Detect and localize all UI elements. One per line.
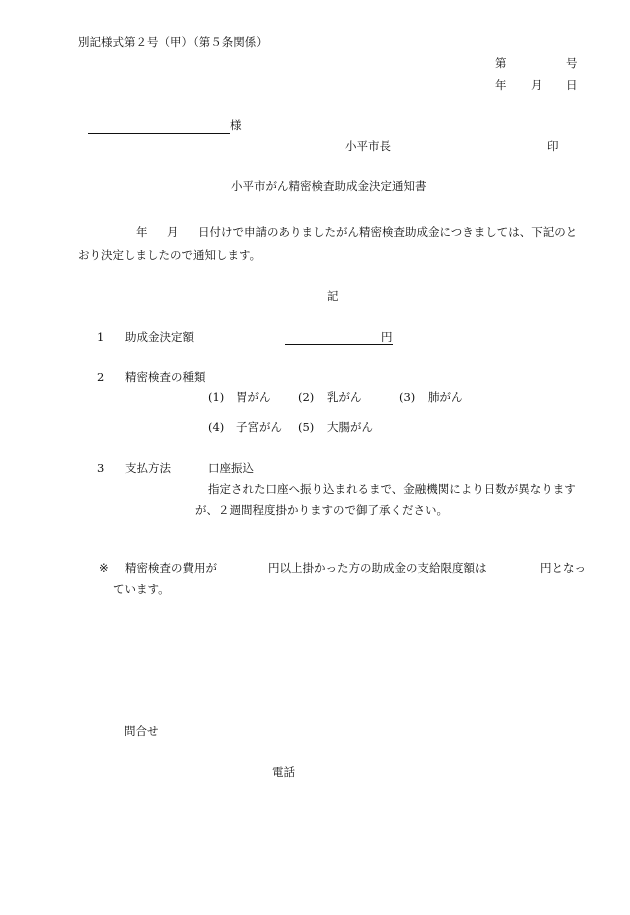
exam-type-name: 胃がん	[236, 390, 271, 404]
exam-type-number: (3)	[399, 390, 416, 404]
exam-type-name: 大腸がん	[327, 420, 373, 434]
addressee-blank	[88, 133, 230, 134]
payment-method: 口座振込	[208, 461, 254, 475]
body-month: 月	[167, 225, 179, 239]
document-title: 小平市がん精密検査助成金決定通知書	[231, 179, 427, 193]
item3-label: 支払方法	[125, 461, 171, 475]
exam-type-number: (1)	[208, 390, 225, 404]
exam-type-name: 子宮がん	[236, 420, 282, 434]
date-day: 日	[566, 78, 578, 92]
exam-type-number: (2)	[298, 390, 315, 404]
seal-mark: 印	[547, 139, 559, 153]
payment-note-line2: が、２週間程度掛かりますので御了承ください。	[195, 503, 448, 517]
payment-note-line1: 指定された口座へ振り込まれるまで、金融機関により日数が異なります	[208, 482, 576, 496]
addressee-suffix: 様	[230, 118, 242, 132]
form-label: 別記様式第２号（甲）（第５条関係）	[78, 35, 268, 49]
ki-heading: 記	[327, 289, 339, 303]
note-mark: ※	[99, 561, 109, 575]
body-line2: おり決定しましたので通知します。	[78, 248, 262, 262]
exam-type-number: (5)	[298, 420, 315, 434]
doc-number-suffix: 号	[566, 56, 578, 70]
item3-number: 3	[97, 461, 105, 475]
item1-number: 1	[97, 330, 105, 344]
item2-label: 精密検査の種類	[125, 370, 206, 384]
amount-blank	[285, 344, 393, 345]
doc-number-prefix: 第	[495, 56, 507, 70]
note-part1: 精密検査の費用が	[125, 561, 217, 575]
note-line2: ています。	[113, 582, 170, 596]
item1-unit: 円	[381, 330, 393, 344]
date-year: 年	[495, 78, 507, 92]
body-line1: 日付けで申請のありましたがん精密検査助成金につきましては、下記のと	[198, 225, 578, 239]
note-part3: 円となっ	[540, 561, 586, 575]
date-month: 月	[531, 78, 543, 92]
phone-label: 電話	[272, 765, 295, 779]
exam-type-name: 乳がん	[327, 390, 362, 404]
item2-number: 2	[97, 370, 105, 384]
sender-name: 小平市長	[345, 139, 391, 153]
item1-label: 助成金決定額	[125, 330, 194, 344]
exam-type-number: (4)	[208, 420, 225, 434]
contact-label: 問合せ	[124, 724, 159, 738]
exam-type-name: 肺がん	[428, 390, 463, 404]
note-part2: 円以上掛かった方の助成金の支給限度額は	[268, 561, 487, 575]
body-year: 年	[136, 225, 148, 239]
